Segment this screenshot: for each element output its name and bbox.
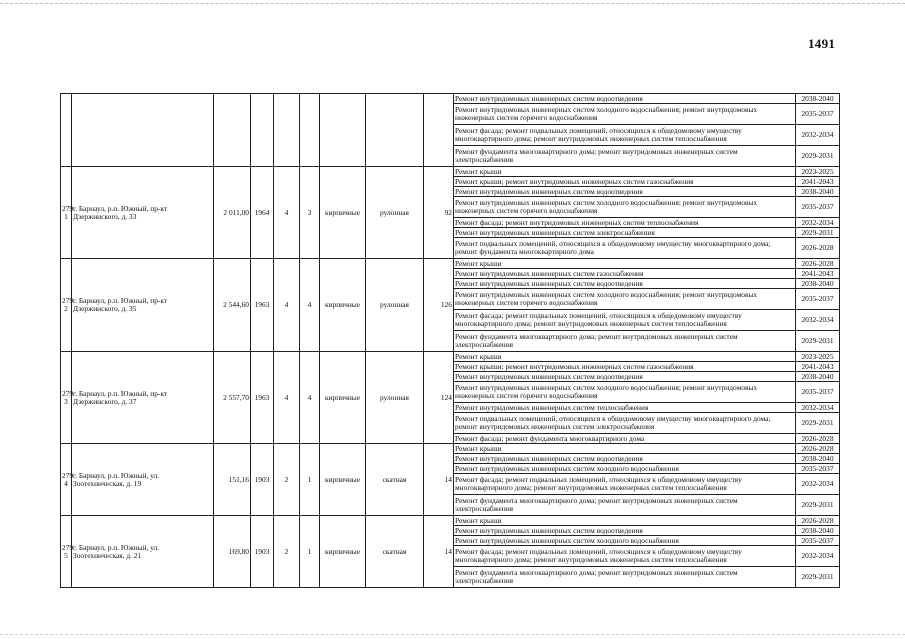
build-year: 1903 xyxy=(251,516,274,588)
work-description: Ремонт фундамента многоквартирного дома; ремонт внутридомовых инженерных систем электроснабжения xyxy=(454,146,796,167)
entrance-count: 3 xyxy=(300,167,320,259)
work-period: 2035-2037 xyxy=(796,382,840,403)
work-period: 2038-2040 xyxy=(796,279,840,289)
roof-type: скатная xyxy=(366,444,424,516)
work-period: 2023-2025 xyxy=(796,167,840,177)
apartment-count: 126 xyxy=(424,259,454,352)
building-number xyxy=(61,94,72,167)
work-period: 2041-2043 xyxy=(796,269,840,279)
table-row xyxy=(61,94,840,104)
work-period: 2038-2040 xyxy=(796,187,840,197)
building-area: 2 544,60 xyxy=(214,259,251,352)
work-period: 2038-2040 xyxy=(796,526,840,536)
work-description: Ремонт фундамента многоквартирного дома; ремонт внутридомовых инженерных систем электроснабжения xyxy=(454,567,796,588)
work-description: Ремонт фундамента многоквартирного дома; ремонт внутридомовых инженерных систем электроснабжения xyxy=(454,495,796,516)
work-description: Ремонт внутридомовых инженерных систем электроснабжения xyxy=(454,228,796,238)
roof-type xyxy=(366,94,424,167)
work-description: Ремонт внутридомовых инженерных систем теплоснабжения xyxy=(454,403,796,413)
building-address: г. Барнаул, р.п. Южный, пр-кт Дзержинского, д. 35 xyxy=(72,259,214,352)
scan-edge-bottom xyxy=(0,634,905,636)
floor-count: 2 xyxy=(274,444,300,516)
building-number: 279 4 xyxy=(61,444,72,516)
floor-count: 4 xyxy=(274,259,300,352)
floor-count: 4 xyxy=(274,352,300,444)
apartment-count: 124 xyxy=(424,352,454,444)
floor-count xyxy=(274,94,300,167)
work-period: 2041-2043 xyxy=(796,362,840,372)
floor-count: 2 xyxy=(274,516,300,588)
work-period: 2026-2028 xyxy=(796,238,840,259)
work-period: 2041-2043 xyxy=(796,177,840,187)
work-period: 2032-2034 xyxy=(796,310,840,331)
wall-material: кирпичные xyxy=(320,167,366,259)
building-area: 2 011,00 xyxy=(214,167,251,259)
building-area: 2 557,70 xyxy=(214,352,251,444)
work-description: Ремонт подвальных помещений, относящихся к общедомовому имуществу многоквартирного дома; ремонт внутридомовых инженерных систем электроснабжения xyxy=(454,413,796,434)
entrance-count: 4 xyxy=(300,352,320,444)
work-period: 2026-2028 xyxy=(796,434,840,444)
work-description: Ремонт внутридомовых инженерных систем водоотведения xyxy=(454,279,796,289)
work-description: Ремонт внутридомовых инженерных систем холодного водоснабжения; ремонт внутридомовых инженерных систем горячего водоснабжения xyxy=(454,289,796,310)
work-period: 2035-2037 xyxy=(796,104,840,125)
wall-material xyxy=(320,94,366,167)
work-description: Ремонт крыши xyxy=(454,167,796,177)
work-description: Ремонт фундамента многоквартирного дома; ремонт внутридомовых инженерных систем электроснабжения xyxy=(454,331,796,352)
work-description: Ремонт фасада; ремонт подвальных помещений, относящихся к общедомовому имуществу многоквартирного дома; ремонт внутридомовых инженерных систем теплоснабжения xyxy=(454,125,796,146)
page-number: 1491 xyxy=(808,36,836,51)
work-period: 2035-2037 xyxy=(796,536,840,546)
work-description: Ремонт внутридомовых инженерных систем холодного водоснабжения; ремонт внутридомовых инженерных систем горячего водоснабжения xyxy=(454,104,796,125)
work-period: 2032-2034 xyxy=(796,474,840,495)
building-area: 169,80 xyxy=(214,516,251,588)
work-description: Ремонт крыши xyxy=(454,259,796,269)
building-address: г. Барнаул, р.п. Южный, ул. Зоотехническая, д. 19 xyxy=(72,444,214,516)
building-address xyxy=(72,94,214,167)
work-period: 2032-2034 xyxy=(796,403,840,413)
work-period: 2035-2037 xyxy=(796,197,840,218)
apartment-count: 14 xyxy=(424,516,454,588)
work-description: Ремонт крыши xyxy=(454,516,796,526)
entrance-count: 1 xyxy=(300,444,320,516)
wall-material: кирпичные xyxy=(320,444,366,516)
work-period: 2029-2031 xyxy=(796,495,840,516)
build-year xyxy=(251,94,274,167)
work-period: 2032-2034 xyxy=(796,546,840,567)
building-address: г. Барнаул, р.п. Южный, ул. Зоотехническая, д. 21 xyxy=(72,516,214,588)
work-description: Ремонт внутридомовых инженерных систем газоснабжения xyxy=(454,269,796,279)
work-period: 2029-2031 xyxy=(796,413,840,434)
building-number: 279 2 xyxy=(61,259,72,352)
table-row xyxy=(61,259,840,269)
work-period: 2032-2034 xyxy=(796,218,840,228)
wall-material: кирпичные xyxy=(320,352,366,444)
work-description: Ремонт фасада; ремонт подвальных помещений, относящихся к общедомовому имуществу многоквартирного дома; ремонт внутридомовых инженерных систем теплоснабжения xyxy=(454,310,796,331)
work-period: 2032-2034 xyxy=(796,125,840,146)
work-period: 2035-2037 xyxy=(796,289,840,310)
work-description: Ремонт внутридомовых инженерных систем холодного водоснабжения xyxy=(454,536,796,546)
work-description: Ремонт фасада; ремонт подвальных помещений, относящихся к общедомовому имуществу многоквартирного дома; ремонт внутридомовых инженерных систем теплоснабжения xyxy=(454,546,796,567)
building-number: 279 5 xyxy=(61,516,72,588)
table-row xyxy=(61,444,840,454)
work-period: 2026-2028 xyxy=(796,444,840,454)
roof-type: рулонная xyxy=(366,352,424,444)
entrance-count xyxy=(300,94,320,167)
build-year: 1903 xyxy=(251,444,274,516)
work-description: Ремонт крыши; ремонт внутридомовых инженерных систем газоснабжения xyxy=(454,177,796,187)
wall-material: кирпичные xyxy=(320,516,366,588)
building-area: 151,16 xyxy=(214,444,251,516)
build-year: 1964 xyxy=(251,167,274,259)
building-address: г. Барнаул, р.п. Южный, пр-кт Дзержинского, д. 33 xyxy=(72,167,214,259)
work-period: 2026-2028 xyxy=(796,516,840,526)
scan-edge-top xyxy=(0,3,905,5)
entrance-count: 1 xyxy=(300,516,320,588)
apartment-count: 92 xyxy=(424,167,454,259)
work-description: Ремонт фасада; ремонт подвальных помещений, относящихся к общедомовому имуществу многоквартирного дома; ремонт внутридомовых инженерных систем теплоснабжения xyxy=(454,474,796,495)
work-period: 2023-2025 xyxy=(796,352,840,362)
work-period: 2038-2040 xyxy=(796,454,840,464)
work-period: 2038-2040 xyxy=(796,94,840,104)
building-number: 279 3 xyxy=(61,352,72,444)
work-description: Ремонт внутридомовых инженерных систем водоотведения xyxy=(454,526,796,536)
work-description: Ремонт внутридомовых инженерных систем водоотведения xyxy=(454,187,796,197)
work-period: 2029-2031 xyxy=(796,146,840,167)
work-description: Ремонт внутридомовых инженерных систем холодного водоснабжения; ремонт внутридомовых инженерных систем горячего водоснабжения xyxy=(454,382,796,403)
entrance-count: 4 xyxy=(300,259,320,352)
work-description: Ремонт внутридомовых инженерных систем водоотведения xyxy=(454,454,796,464)
building-address: г. Барнаул, р.п. Южный, пр-кт Дзержинского, д. 37 xyxy=(72,352,214,444)
floor-count: 4 xyxy=(274,167,300,259)
work-description: Ремонт крыши xyxy=(454,444,796,454)
work-period: 2026-2028 xyxy=(796,259,840,269)
table-row xyxy=(61,167,840,177)
work-period: 2029-2031 xyxy=(796,228,840,238)
build-year: 1963 xyxy=(251,352,274,444)
building-number: 279 1 xyxy=(61,167,72,259)
work-period: 2035-2037 xyxy=(796,464,840,474)
build-year: 1963 xyxy=(251,259,274,352)
wall-material: кирпичные xyxy=(320,259,366,352)
table-row xyxy=(61,352,840,362)
work-description: Ремонт крыши; ремонт внутридомовых инженерных систем газоснабжения xyxy=(454,362,796,372)
work-description: Ремонт внутридомовых инженерных систем холодного водоснабжения xyxy=(454,464,796,474)
repair-schedule-table xyxy=(60,93,840,588)
work-description: Ремонт внутридомовых инженерных систем водоотведения xyxy=(454,94,796,104)
work-description: Ремонт подвальных помещений, относящихся к общедомовому имуществу многоквартирного дома; ремонт фундамента многоквартирного дома xyxy=(454,238,796,259)
roof-type: рулонная xyxy=(366,167,424,259)
work-description: Ремонт фасада; ремонт фундамента многоквартирного дома xyxy=(454,434,796,444)
work-period: 2029-2031 xyxy=(796,331,840,352)
work-description: Ремонт внутридомовых инженерных систем холодного водоснабжения; ремонт внутридомовых инженерных систем горячего водоснабжения xyxy=(454,197,796,218)
building-area xyxy=(214,94,251,167)
work-description: Ремонт внутридомовых инженерных систем водоотведения xyxy=(454,372,796,382)
work-description: Ремонт крыши xyxy=(454,352,796,362)
apartment-count xyxy=(424,94,454,167)
work-description: Ремонт фасада; ремонт внутридомовых инженерных систем теплоснабжения xyxy=(454,218,796,228)
apartment-count: 14 xyxy=(424,444,454,516)
table-row xyxy=(61,516,840,526)
roof-type: скатная xyxy=(366,516,424,588)
work-period: 2029-2031 xyxy=(796,567,840,588)
work-period: 2038-2040 xyxy=(796,372,840,382)
roof-type: рулонная xyxy=(366,259,424,352)
